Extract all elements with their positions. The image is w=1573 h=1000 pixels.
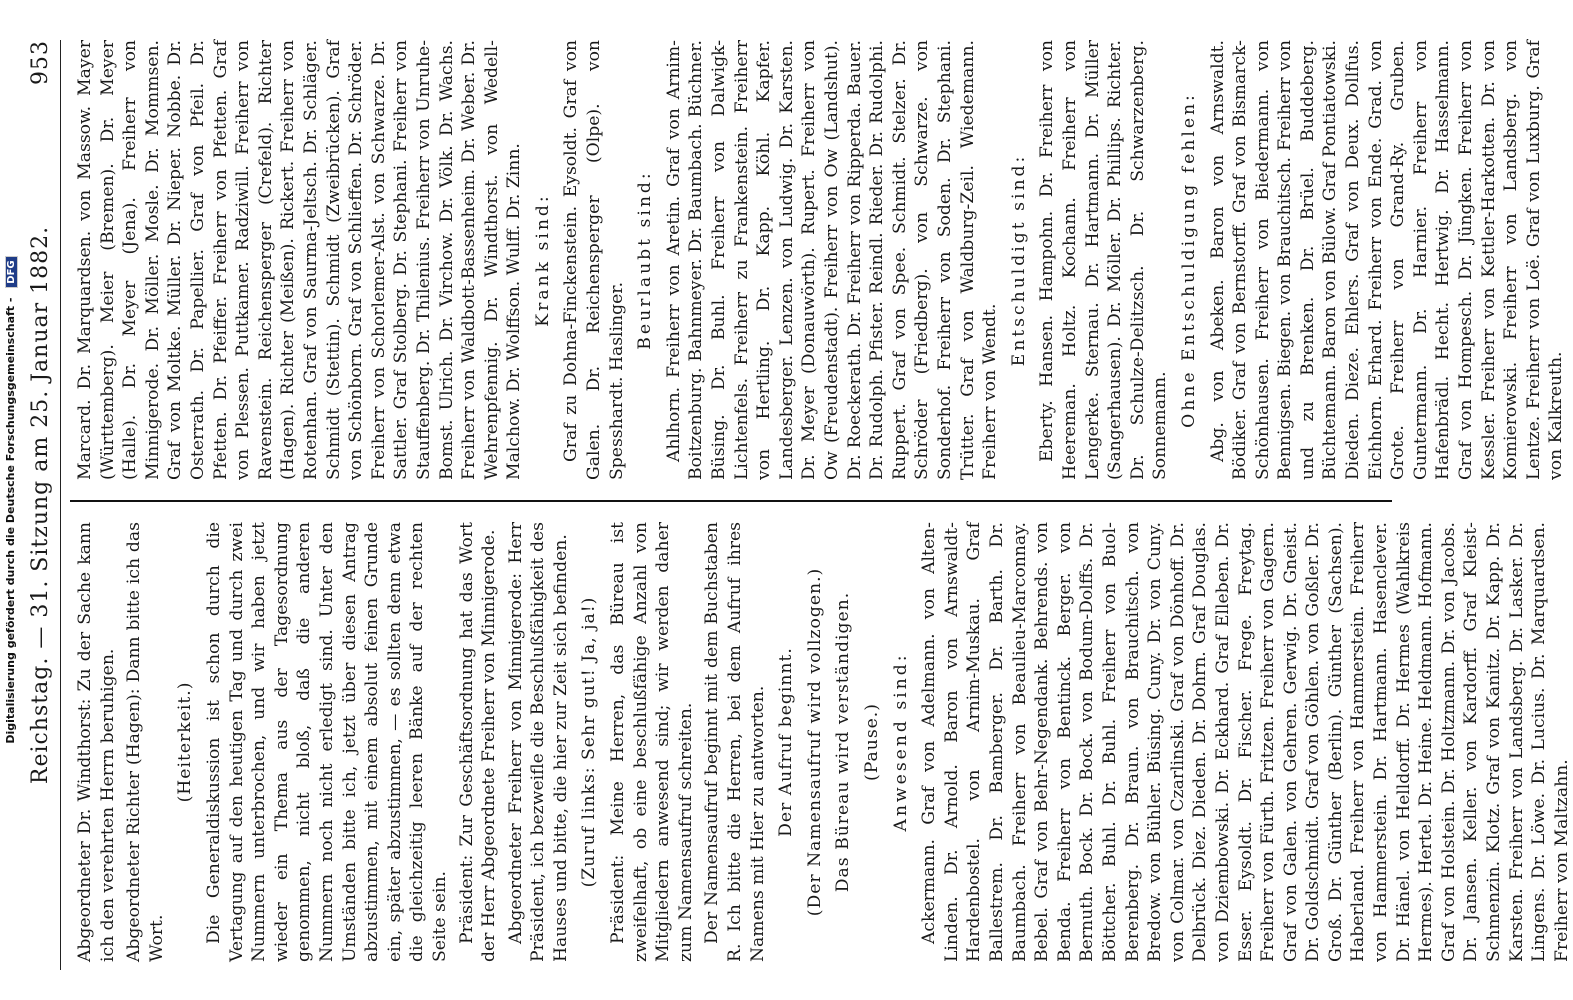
heading-present: Anwesend sind: bbox=[890, 652, 911, 832]
paragraph-richter-speech: Die Generaldiskussion ist schon durch die Vertagung auf den heutigen Tag und durch zwei Nummern unterbrochen, und wir haben jetzt wieder ein Thema aus der Tagesordnung genommen, nicht bloß, daß die anderen Nummern noch nicht erledigt sind. Unter den Umständen bitte ich, jetzt über diesen Antrag abzustimmen, mit einem absolut feinen Grunde ein, später abzustimmen, — es sollten denn etwa die gleichzeitig leeren Bänke auf der rechten Seite sein. bbox=[203, 522, 450, 962]
left-column bbox=[74, 522, 1572, 962]
heading-excused: Entschuldigt sind: bbox=[1008, 153, 1029, 367]
stage-direction-left-calls: (Zuruf links: Sehr gut! Ja, ja!) bbox=[579, 596, 600, 888]
page-header bbox=[26, 40, 61, 970]
list-present-members-continued: Marcard. Dr. Marquardsen. von Massow. Mayer (Württemberg). Meier (Bremen). Dr. Meyer (Halle). Dr. Meyer (Jena). Freiherr von Minnigerode. Dr. Möller. Mosle. Dr. Mommsen. Graf von Moltke. Müller. Dr. Nieper. Nobbe. Dr. Osterrath. Dr. Papellier. Graf von Pfeil. Dr. Pfetten. Dr. Pfeiffer. Freiherr von Pfetten. Graf von Plessen. Puttkamer. Radziwill. Freiherr von Ravenstein. Reichensperger (Crefeld). Richter (Hagen). Richter (Meißen). Rickert. Freiherr von Rotenhan. Graf von Saurma-Jeltsch. Dr. Schläger. Schmidt (Stettin). Schmidt (Zweibrücken). Graf von Schönborn. Graf von Schlieffen. Dr. Schröder. Freiherr von Schorlemer-Alst. von Schwarze. Dr. Sattler. Graf Stolberg. Dr. Stephani. Freiherr von Stauffenberg. Dr. Thilenius. Freiherr von Unruhe-Bomst. Ulrich. Dr. Virchow. Dr. Völk. Dr. Wachs. Freiherr von Waldbott-Bassenheim. Dr. Weber. Dr. Wehrenpfennig. Dr. Windthorst. von Wedell-Malchow. Dr. Wolffson. Wulff. Dr. Zinn. bbox=[75, 40, 525, 480]
paragraph-minnigerode: Abgeordneter Freiherr von Minnigerode: Herr Präsident, ich bezweifle die Beschlußfähigkeit des Hauses und bitte, die hier zur Zeit sich befinden. bbox=[505, 522, 571, 962]
stage-direction-call-begins: Der Aufruf beginnt. bbox=[776, 647, 797, 837]
column-divider bbox=[70, 500, 1392, 502]
heading-on-leave: Beurlaubt sind: bbox=[635, 170, 656, 350]
list-sick-members: Graf zu Dohna-Finckenstein. Eysoldt. Graf von Galen. Dr. Reichensperger (Olpe). von Spesshardt. Haslinger. bbox=[561, 40, 627, 480]
digitization-footer bbox=[4, 0, 20, 1000]
page-number: 953 bbox=[28, 40, 53, 85]
paragraph-windthorst: Abgeordneter Dr. Windthorst: Zu der Sache kann ich den verehrten Herrn beruhigen. bbox=[75, 522, 118, 962]
list-on-leave-members: Ahlhorn. Freiherr von Aretin. Graf von Arnim-Boitzenburg. Bahnmeyer. Dr. Baumbach. Büchner. Büsing. Dr. Buhl. Freiherr von Dalwigk-Lichtenfels. Freiherr zu Frankenstein. Freiherr von Hertling. Dr. Kapp. Köhl. Kapfer. Landesberger. Lenzen. von Ludwig. Dr. Karsten. Dr. Meyer (Donauwörth). Rupert. Freiherr von Ow (Freudenstadt). Freiherr von Ow (Landshut). Dr. Roeckerath. Dr. Freiherr von Ripperda. Bauer. Dr. Rudolph. Pfister. Reindl. Rieder. Dr. Rudolphi. Ruppert. Graf von Spee. Schmidt. Stelzer. Dr. Schröder (Friedberg). von Schwarze. von Sonderhof. Freiherr von Soden. Dr. Stephani. Trütter. Graf von Waldburg-Zeil. Wiedemann. Freiherr von Wendt. bbox=[663, 40, 1001, 480]
right-column bbox=[74, 40, 1567, 480]
heading-sick: Krank sind: bbox=[532, 193, 553, 327]
paragraph-president-2: Präsident: Meine Herren, das Büreau ist zweifelhaft, ob eine beschlußfähige Anzahl von Mitgliedern anwesend sind; wir werden daher zum Namensaufruf schreiten. bbox=[608, 522, 696, 962]
paragraph-richter: Abgeordneter Richter (Hagen): Dann bitte ich das Wort. bbox=[124, 522, 167, 962]
list-present-members: Ackermann. Graf von Adelmann. von Alten-Linden. Dr. Arnold. Baron von Arnswaldt-Hardenbostel. von Arnim-Muskau. Graf Ballestrem. Dr. Bamberger. Dr. Barth. Dr. Baumbach. Freiherr von Beaulieu-Marconnay. Bebel. Graf von Behr-Negendank. Behrends. von Benda. Freiherr von Bentinck. Berger. von Bernuth. Bock. Dr. Bock. von Bodum-Dolffs. Dr. Böttcher. Buhl. Dr. Buhl. Freiherr von Buol-Berenberg. Dr. Braun. von Brauchitsch. von Bredow. von Bühler. Büsing. Cuny. Dr. von Cuny. von Colmar. von Czarlinski. Graf von Dönhoff. Dr. Delbrück. Diez. Dieden. Dr. Dohrn. Graf Douglas. von Dziembowski. Dr. Eckhard. Graf Elleben. Dr. Esser. Eysoldt. Dr. Fischer. Frege. Freytag. Freiherr von Fürth. Fritzen. Freiherr von Gagern. Graf von Galen. von Gehren. Gerwig. Dr. Gneist. Dr. Goldschmidt. Graf von Göhlen. von Goßler. Dr. Groß. Dr. Günther (Berlin). Günther (Sachsen). Haberland. Freiherr von Hammerstein. Freiherr von Hammerstein. Dr. Hartmann. Hasenclever. Dr. Hänel. von Helldorff. Dr. Hermes (Wahlkreis Hermes). Hertel. Dr. Heine. Heldmann. Hofmann. Graf von Holstein. Dr. Holtzmann. Dr. von Jacobs. Dr. Jansen. Keller. von Kardorff. Graf Kleist-Schmenzin. Klotz. Graf von Kanitz. Dr. Kapp. Dr. Karsten. Freiherr von Landsberg. Dr. Lasker. Dr. Lingens. Dr. Löwe. Dr. Lucius. Dr. Marquardsen. Freiherr von Maltzahn. bbox=[919, 522, 1572, 962]
digitization-note: Digitalisierung gefördert durch die Deutsche Forschungsgemeinschaft - bbox=[4, 297, 17, 744]
list-excused-members: Eberty. Hansen. Hampohn. Dr. Freiherr von Heereman. Holtz. Kochann. Freiherr von Lengerke. Sternau. Dr. Hartmann. Dr. Müller (Sangerhausen). Dr. Möller. Dr. Phillips. Richter. Dr. Schulze-Delitzsch. Dr. Schwarzenberg. Sonnemann. bbox=[1037, 40, 1171, 480]
stage-direction-laughter: (Heiterkeit.) bbox=[175, 681, 196, 803]
stage-direction-pause: (Pause.) bbox=[862, 703, 882, 781]
stage-direction-call-executed: (Der Namensaufruf wird vollzogen.) bbox=[804, 567, 825, 917]
dfg-logo: DFG bbox=[5, 256, 18, 287]
page-title: Reichstag. — 31. Sitzung am 25. Januar 1882. bbox=[28, 225, 53, 785]
paragraph-president-1: Präsident: Zur Geschäftsordnung hat das Wort der Herr Abgeordnete Freiherr von Minnigerode. bbox=[456, 522, 500, 962]
heading-absent-unexcused: Ohne Entschuldigung fehlen: bbox=[1178, 92, 1199, 428]
list-absent-members: Abg. von Abeken. Baron von Arnswaldt. Bödiker. Graf von Bernstorff. Graf von Bismarck-Schönhausen. Freiherr von Biedermann. von Bennigsen. Biegen. von Brauchitsch. Freiherr von und zu Brenken. Dr. Brüel. Buddeberg. Büchtemann. Baron von Bülow. Graf Pontiatowski. Dieden. Dieze. Ehlers. Graf von Deux. Dollfus. Eichhorn. Erhard. Freiherr von Ende. Grad. von Grote. Freiherr von Grand-Ry. Gruben. Guntermann. Dr. Harnier. Freiherr von Hafenbrädl. Hecht. Hertwig. Dr. Hasselmann. Graf von Hompesch. Dr. Jüngken. Freiherr von Kessler. Freiherr von Kettler-Harkotten. Dr. von Komierowski. Freiherr von Landsberg. von Lentze. Freiherr von Loë. Graf von Luxburg. Graf von Kalkreuth. bbox=[1207, 40, 1567, 480]
paragraph-roll-call-instructions: Der Namensaufruf beginnt mit dem Buchstaben R. Ich bitte die Herren, bei dem Aufruf ihres Namens mit Hier zu antworten. bbox=[702, 522, 768, 962]
stage-direction-bureau: Das Büreau wird verständigen. bbox=[833, 591, 854, 893]
